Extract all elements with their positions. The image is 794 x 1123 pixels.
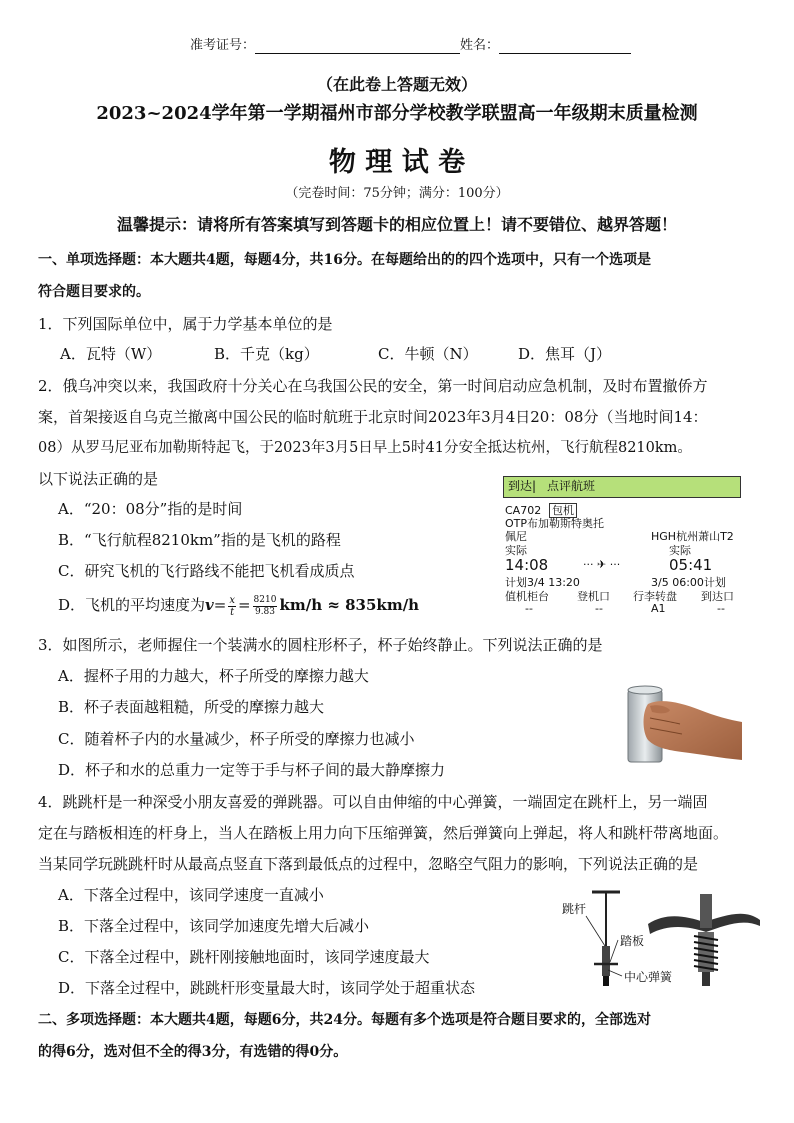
actual-label-right: 实际 (669, 544, 691, 557)
q1-stem: 1．下列国际单位中，属于力学基本单位的是 (38, 315, 333, 333)
reminder: 温馨提示：请将所有答案填写到答题卡的相应位置上！请不要错位、越界答题！ (116, 215, 677, 234)
counter-value-gate: -- (595, 602, 603, 615)
flight-path: ··· ✈ ··· (583, 558, 621, 571)
glass-rim (628, 686, 662, 694)
q2-frac-t: t (230, 606, 235, 618)
q1-option-a: A．瓦特（W） (60, 345, 162, 363)
q2-stem-line3: 08）从罗马尼亚布加勒斯特起飞，于2023年3月5日早上5时41分安全抵达杭州，飞行航程8210km。 (38, 440, 692, 456)
q2-frac-num (253, 595, 278, 618)
detail-rod (700, 894, 712, 928)
q3-option-c: C．随着杯子内的水量减少，杯子所受的摩擦力也减小 (58, 730, 415, 748)
q2-frac-x: x (229, 594, 235, 606)
q4-option-a: A．下落全过程中，该同学速度一直减小 (58, 886, 324, 904)
flight-number: CA702 (505, 504, 542, 517)
arrival-time: 05:41 (669, 556, 713, 574)
time-info: （完卷时间：75分钟；满分：100分） (285, 186, 509, 201)
charter-tag: 包机 (549, 503, 577, 518)
exam-id-label: 准考证号： (190, 38, 256, 53)
q3-stem: 3．如图所示，老师握住一个装满水的圆柱形杯子，杯子始终静止。下列说法正确的是 (38, 636, 603, 654)
actual-label-left: 实际 (505, 544, 527, 557)
invalid-note: （在此卷上答题无效） (316, 75, 477, 94)
q2-stem-line1: 2．俄乌冲突以来，我国政府十分关心在乌我国公民的安全，第一时间启动应急机制，及时布置撤侨方 (38, 377, 708, 395)
q2-option-c: C．研究飞机的飞行路线不能把飞机看成质点 (58, 562, 355, 580)
q3-option-b: B．杯子表面越粗糙，所受的摩擦力越大 (58, 698, 325, 716)
label-leader (586, 916, 605, 946)
flight-destination: HGH杭州萧山T2 (651, 530, 734, 543)
q2-option-d-suffix: km/h ≈ 835km/h (279, 596, 420, 614)
counter-label-gate: 登机口 (577, 590, 610, 603)
flight-origin-2: 佩尼 (505, 530, 527, 543)
q2-frac-xt (228, 595, 236, 618)
q2-option-d-prefix: D．飞机的平均速度为 (58, 596, 206, 614)
q4-stem-line2: 定在与踏板相连的杆身上，当人在踏板上用力向下压缩弹簧，然后弹簧向上弹起，将人和跳杆带离地面。 (38, 824, 729, 842)
name-blank (499, 39, 631, 54)
q3-option-d: D．杯子和水的总重力一定等于手与杯子间的最大静摩擦力 (58, 761, 446, 779)
counter-value-baggage: A1 (651, 602, 666, 615)
hand-holding-cup-illustration (620, 668, 742, 770)
label-leader (610, 940, 618, 962)
counter-label-baggage: 行李转盘 (633, 590, 677, 603)
q2-option-b: B．“飞行航程8210km”指的是飞机的路程 (58, 531, 341, 549)
q4-stem-line3: 当某同学玩跳跳杆时从最高点竖直下落到最低点的过程中，忽略空气阻力的影响，下列说法正确的是 (38, 855, 699, 873)
counter-value-checkin: -- (525, 602, 533, 615)
section2-line1: 二、多项选择题：本大题共4题，每题6分，共24分。每题有多个选项是符合题目要求的，全部选对 (38, 1012, 651, 1028)
pogo-label-spring: 中心弹簧 (624, 970, 673, 984)
counter-value-exit: -- (717, 602, 725, 615)
plan-left: 计划3/4 13:20 (505, 576, 580, 589)
q2-stem-line4: 以下说法正确的是 (38, 470, 159, 488)
q2-frac-numerator: 8210 (253, 594, 277, 605)
departure-time: 14:08 (505, 556, 549, 574)
pogo-label-rod: 跳杆 (562, 902, 587, 916)
label-leader (608, 970, 622, 976)
plan-right: 3/5 06:00计划 (651, 576, 726, 589)
exam-id-row (190, 38, 631, 54)
q2-option-d (58, 590, 419, 620)
pogo-body (602, 946, 610, 976)
section1-line2: 符合题目要求的。 (38, 284, 150, 300)
flight-origin-1: OTP布加勒斯特奥托 (505, 517, 605, 530)
flight-tab-arrive: 到达| (508, 479, 537, 493)
counter-label-checkin: 值机柜台 (505, 590, 549, 603)
flight-card-header (503, 476, 741, 498)
q2-formula-eq: = (213, 596, 227, 614)
flight-tab-review: 点评航班 (547, 479, 596, 493)
pogo-label-footpad: 踏板 (620, 934, 645, 948)
q1-option-b: B．千克（kg） (214, 345, 319, 363)
q3-option-a: A．握杯子用的力越大，杯子所受的摩擦力越大 (58, 667, 369, 685)
pogo-tip (603, 976, 609, 986)
name-label: 姓名： (460, 38, 500, 53)
q4-option-c: C．下落全过程中，跳杆刚接触地面时，该同学速度最大 (58, 948, 430, 966)
q1-option-d: D．焦耳（J） (518, 345, 612, 363)
q2-option-a: A．“20：08分”指的是时间 (58, 500, 243, 518)
section1-line1: 一、单项选择题：本大题共4题，每题4分，共16分。在每题给出的的四个选项中，只有一个选项是 (38, 252, 651, 268)
section2-line2: 的得6分，选对但不全的得3分，有选错的得0分。 (38, 1044, 348, 1060)
q2-frac-denominator: 9.83 (254, 606, 276, 617)
q2-stem-line2: 案，首架接返自乌克兰撤离中国公民的临时航班于北京时间2023年3月4日20：08分（当地时间14： (38, 408, 708, 426)
counter-label-exit: 到达口 (701, 590, 734, 603)
detail-tip (702, 972, 710, 986)
exam-title: 2023~2024学年第一学期福州市部分学校教学联盟高一年级期末质量检测 (96, 103, 698, 124)
exam-id-blank (255, 39, 460, 54)
q4-option-d: D．下落全过程中，跳跳杆形变量最大时，该同学处于超重状态 (58, 979, 476, 997)
q4-option-b: B．下落全过程中，该同学加速度先增大后减小 (58, 917, 370, 935)
flight-info-card (503, 476, 741, 616)
q4-stem-line1: 4．跳跳杆是一种深受小朋友喜爱的弹跳器。可以自由伸缩的中心弹簧，一端固定在跳杆上，另一端固 (38, 793, 708, 811)
q2-formula-v: v (205, 596, 214, 614)
subject-title: 物 理 试 卷 (328, 147, 466, 178)
q1-option-c: C．牛顿（N） (378, 345, 478, 363)
q2-formula-eq2: = (237, 596, 251, 614)
